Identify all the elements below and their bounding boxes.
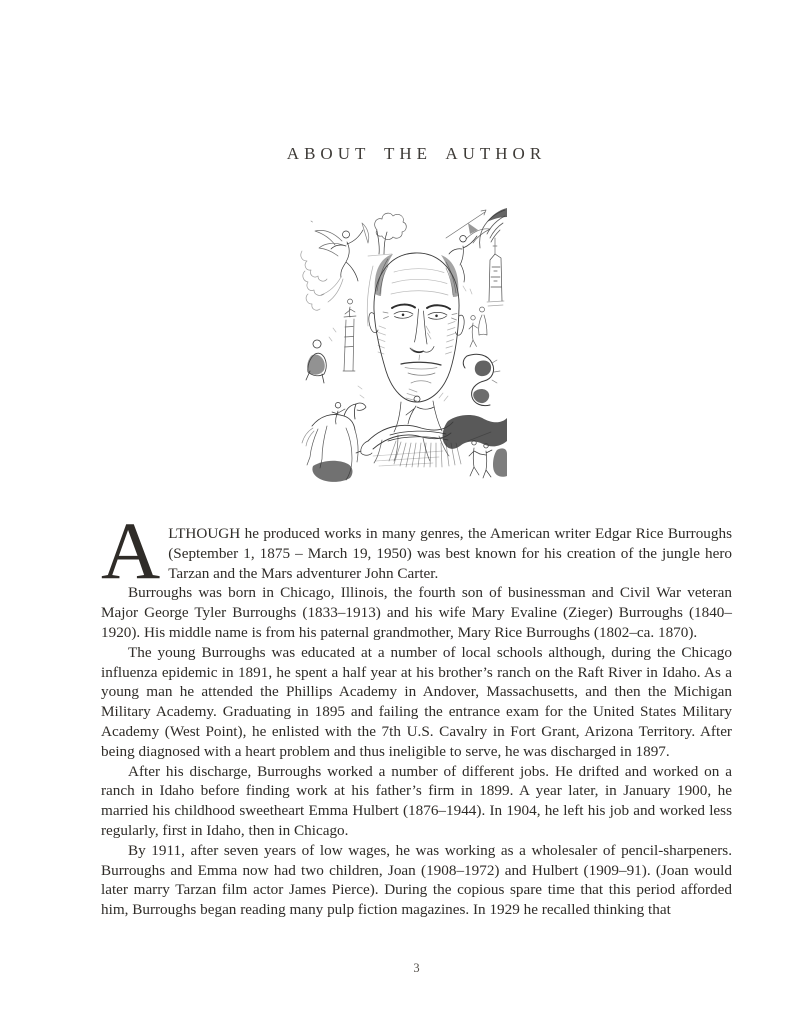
paragraph-4: After his discharge, Burroughs worked a number of different jobs. He drifted and worked on a ranch in Idaho before finding work at his father’s firm in 1899. A year later, in January 1900, he married his childhood sweetheart Emma Hulbert (1876–1944). In 1904, he left his job and worked less regularly, first in Idaho, then in Chicago.	[101, 762, 732, 839]
drop-cap: A	[101, 505, 161, 596]
page-title: ABOUT THE AUTHOR	[286, 144, 547, 163]
portrait-montage-drawing	[298, 206, 508, 491]
body-text	[101, 505, 732, 920]
paragraph-1	[101, 505, 732, 596]
page-number: 3	[413, 961, 420, 975]
paragraph-5: By 1911, after seven years of low wages, he was working as a wholesaler of pencil-sharpeners. Burroughs and Emma now had two children, Joan (1908–1972) and Hulbert (1909–91). (Joan would later marry Tarzan film actor James Pierce). During the copious spare time that this period afforded him, Burroughs began reading many pulp fiction magazines. In 1929 he recalled thinking that	[101, 841, 732, 919]
paragraph-1-text: LTHOUGH he produced works in many genres, the American writer Edgar Rice Burroughs (September 1, 1875 – March 19, 1950) was best known for his creation of the jungle hero Tarzan and the Mars adventurer John Carter.	[168, 525, 732, 582]
paragraph-2: Burroughs was born in Chicago, Illinois, the fourth son of businessman and Civil War veteran Major George Tyler Burroughs (1833–1913) and his wife Mary Evaline (Zieger) Burroughs (1840–1920). His middle name is from his paternal grandmother, Mary Rice Burroughs (1802–ca. 1870).	[101, 584, 732, 641]
author-portrait-illustration	[298, 206, 508, 491]
paragraph-3: The young Burroughs was educated at a number of local schools although, during the Chicago influenza epidemic in 1891, he spent a half year at his brother’s ranch on the Raft River in Idaho. As a young man he attended the Phillips Academy in Andover, Massachusetts, and then the Michigan Military Academy. Graduating in 1895 and failing the entrance exam for the United States Military Academy (West Point), he enlisted with the 7th U.S. Cavalry in Fort Grant, Arizona Territory. After being diagnosed with a heart problem and thus ineligible to serve, he was discharged in 1897.	[101, 643, 732, 760]
